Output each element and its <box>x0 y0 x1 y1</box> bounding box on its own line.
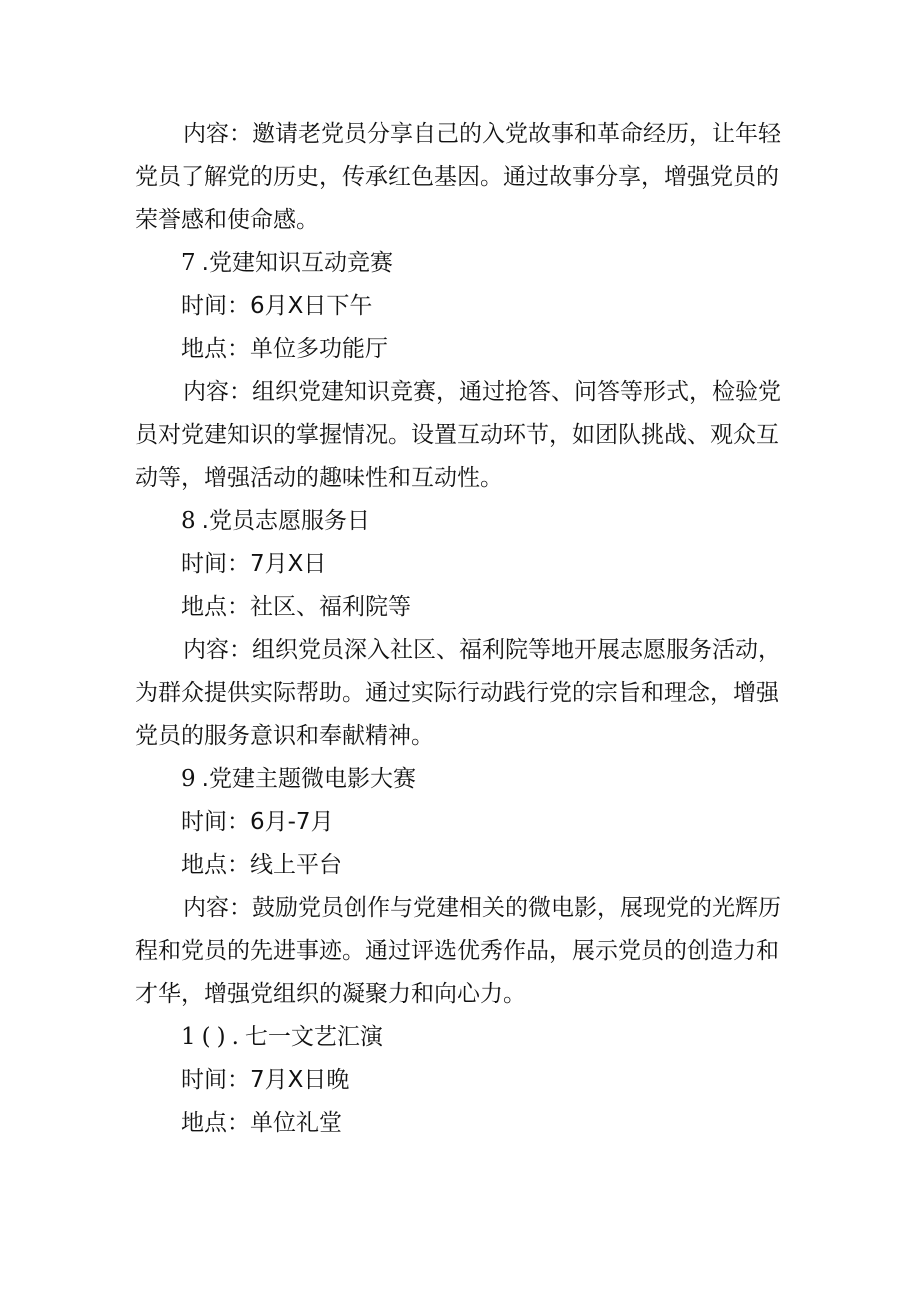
time-line: 时间：7月X日晚 <box>181 1067 350 1093</box>
section-title: 七一文艺汇演 <box>244 1024 383 1050</box>
location-line: 地点：单位礼堂 <box>181 1110 342 1136</box>
time-line: 时间：6月X日下午 <box>181 293 373 319</box>
text-line: 荣誉感和使命感。 <box>135 207 319 233</box>
text-line: 员对党建知识的掌握情况。设置互动环节，如团队挑战、观众互 <box>135 422 779 448</box>
text-line: 内容：组织党建知识竞赛，通过抢答、问答等形式，检验党 <box>183 379 781 405</box>
content-paragraph <box>135 887 790 1016</box>
section-title: .党建知识互动竞赛 <box>201 250 393 276</box>
section-heading <box>135 1016 790 1059</box>
content-paragraph <box>135 113 790 242</box>
text-line: 才华，增强党组织的凝聚力和向心力。 <box>135 981 526 1007</box>
location-line: 地点：线上平台 <box>181 852 342 878</box>
section-heading <box>135 242 790 285</box>
text-line: 党员的服务意识和奉献精神。 <box>135 723 434 749</box>
section-title: .党建主题微电影大赛 <box>201 766 416 792</box>
section-number: 7 <box>181 250 202 276</box>
content-paragraph <box>135 629 790 758</box>
section-heading <box>135 500 790 543</box>
location-line: 地点：单位多功能厅 <box>181 336 388 362</box>
section-title: .党员志愿服务日 <box>201 508 370 534</box>
time-line: 时间：6月-7月 <box>181 809 334 835</box>
text-line: 党员了解党的历史，传承红色基因。通过故事分享，增强党员的 <box>135 164 779 190</box>
text-line: 为群众提供实际帮助。通过实际行动践行党的宗旨和理念，增强 <box>135 680 779 706</box>
location-line: 地点：社区、福利院等 <box>181 594 411 620</box>
text-line: 内容：邀请老党员分享自己的入党故事和革命经历，让年轻 <box>183 121 781 147</box>
section-number: 8 <box>181 508 202 534</box>
text-line: 程和党员的先进事迹。通过评选优秀作品，展示党员的创造力和 <box>135 938 779 964</box>
content-paragraph <box>135 371 790 500</box>
text-line: 内容：鼓励党员创作与党建相关的微电影，展现党的光辉历 <box>183 895 781 921</box>
time-line: 时间：7月X日 <box>181 551 327 577</box>
text-line: 内容：组织党员深入社区、福利院等地开展志愿服务活动， <box>183 637 781 663</box>
section-number: 1(). <box>181 1024 245 1050</box>
section-heading <box>135 758 790 801</box>
section-number: 9 <box>181 766 202 792</box>
text-line: 动等，增强活动的趣味性和互动性。 <box>135 465 503 491</box>
